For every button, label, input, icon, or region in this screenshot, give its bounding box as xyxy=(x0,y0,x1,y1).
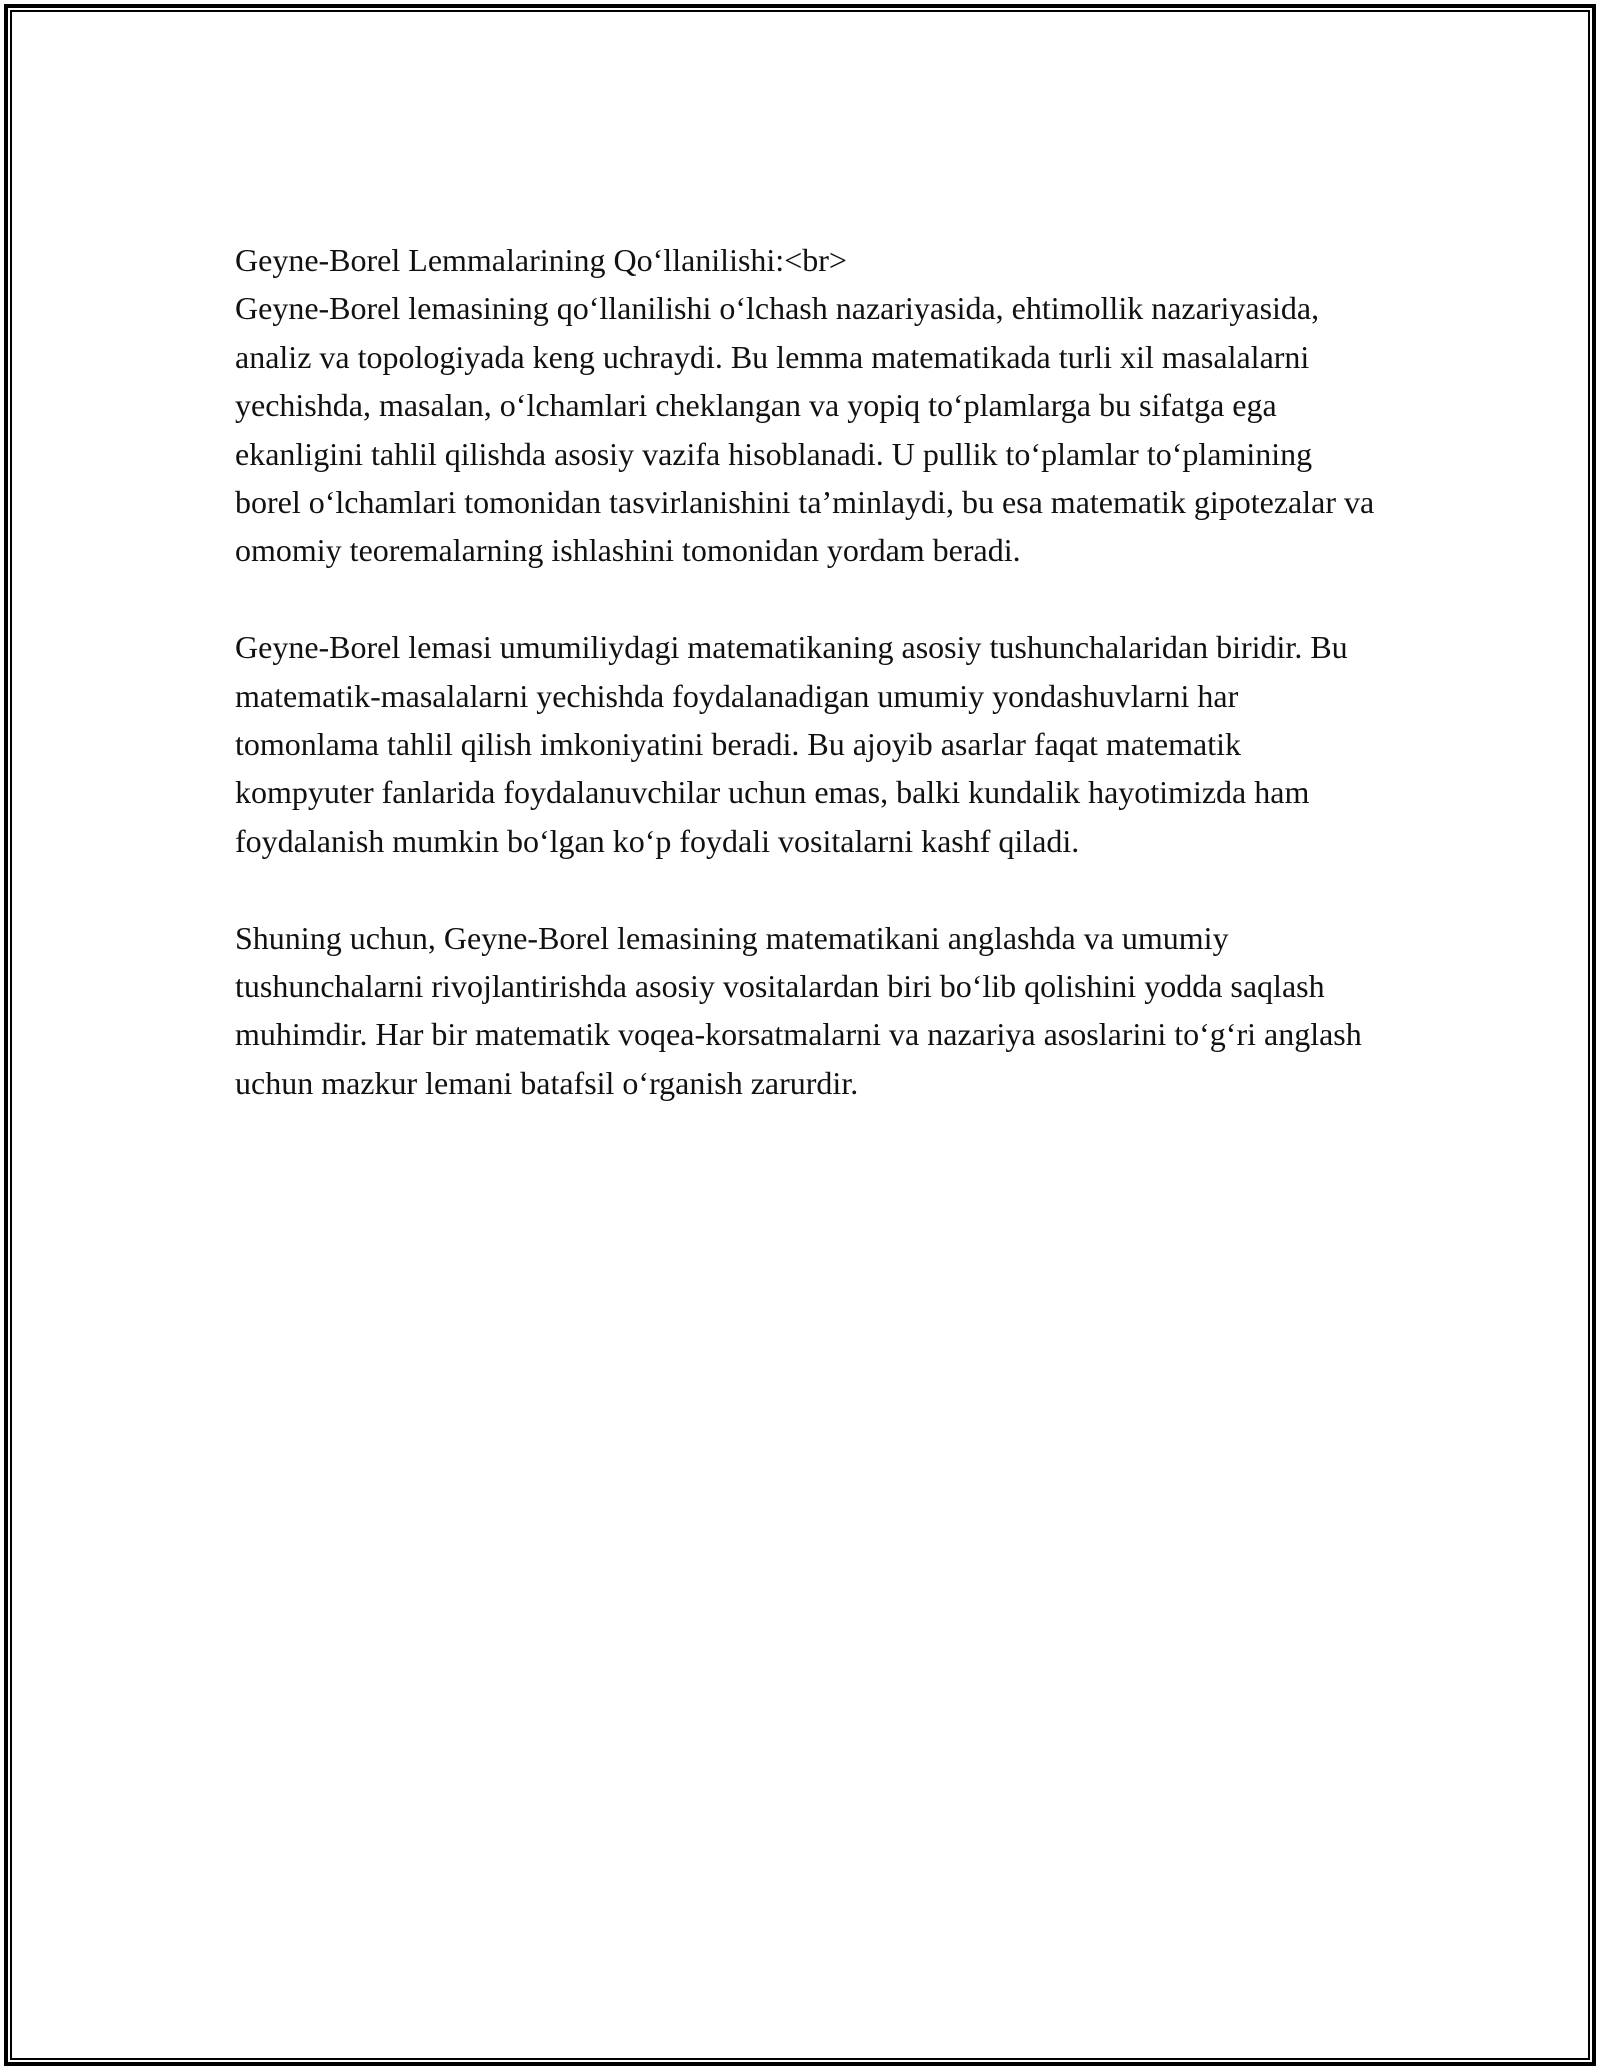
document-body xyxy=(235,236,1385,1107)
paragraph-3: Shuning uchun, Geyne-Borel lemasining matematikani anglashda va umumiy tushunchalarni rivojlantirishda asosiy vositalardan biri bo‘lib qolishini yodda saqlash muhimdir. Har bir matematik voqea-korsatmalarni va nazariya asoslarini to‘g‘ri anglash uchun mazkur lemani batafsil o‘rganish zarurdir. xyxy=(235,919,1362,1101)
document-heading: Geyne-Borel Lemmalarining Qo‘llanilishi:<br> xyxy=(235,242,847,278)
paragraph-1: Geyne-Borel lemasining qo‘llanilishi o‘lchash nazariyasida, ehtimollik nazariyasida, analiz va topologiyada keng uchraydi. Bu lemma matematikada turli xil masalalarni yechishda, masalan, o‘lchamlari cheklangan va yopiq to‘plamlarga bu sifatga ega ekanligini tahlil qilishda asosiy vazifa hisoblanadi. U pullik to‘plamlar to‘plamining borel o‘lchamlari tomonidan tasvirlanishini ta’minlaydi, bu esa matematik gipotezalar va omomiy teoremalarning ishlashini tomonidan yordam beradi. xyxy=(235,290,1375,569)
paragraph-2: Geyne-Borel lemasi umumiliydagi matematikaning asosiy tushunchalaridan biridir. Bu matematik-masalalarni yechishda foydalanadigan umumiy yondashuvlarni har tomonlama tahlil qilish imkoniyatini beradi. Bu ajoyib asarlar faqat matematik kompyuter fanlarida foydalanuvchilar uchun emas, balki kundalik hayotimizda ham foydalanish mumkin bo‘lgan ko‘p foydali vositalarni kashf qiladi. xyxy=(235,629,1348,859)
